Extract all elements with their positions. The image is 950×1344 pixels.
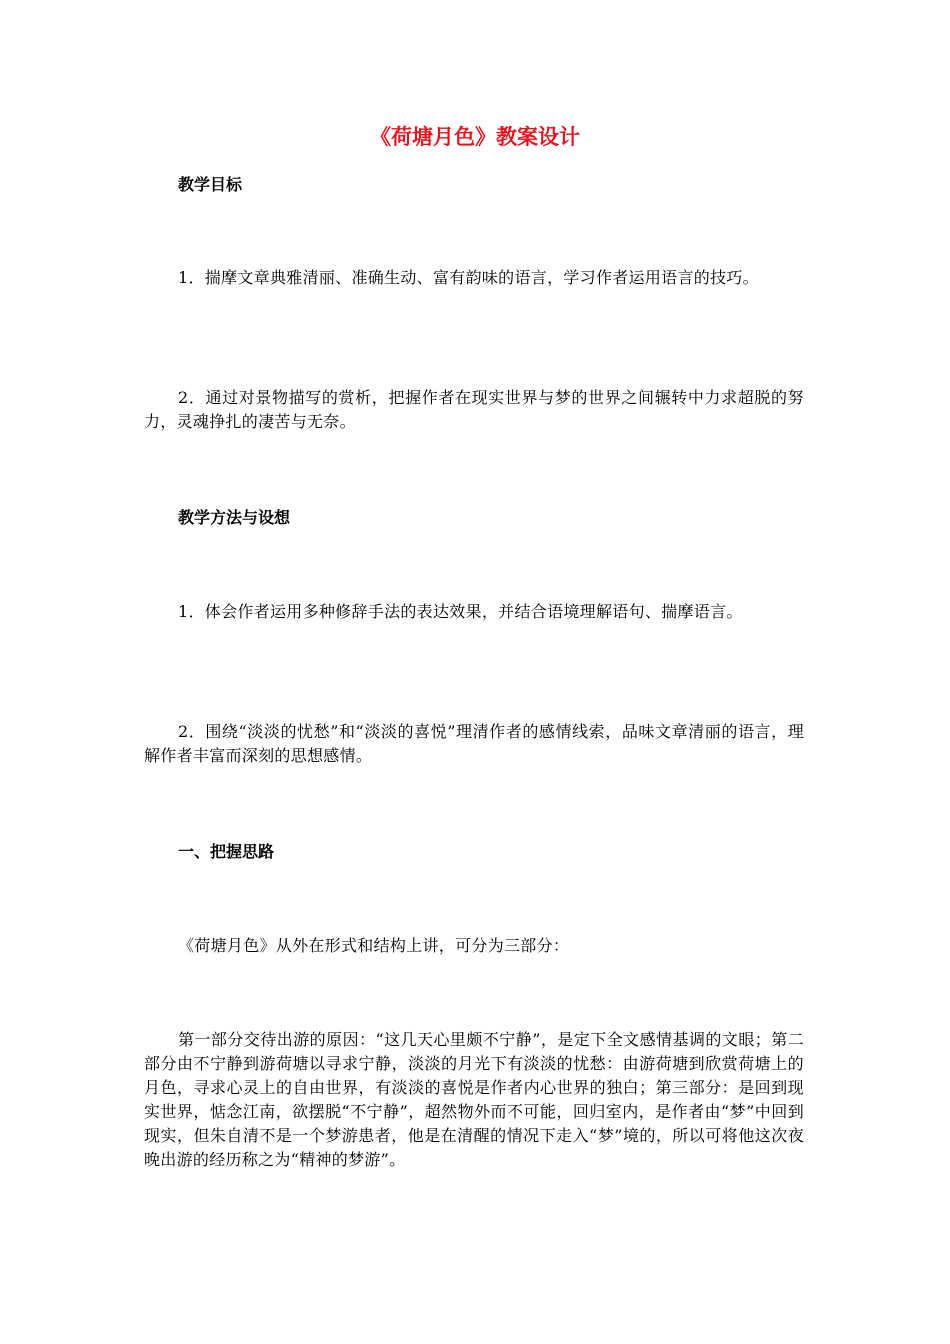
method-item-2: 2．围绕“淡淡的忧愁”和“淡淡的喜悦”理清作者的感情线索，品味文章清丽的语言，理解作者丰富而深刻的思想感情。 <box>144 722 804 765</box>
heading-teaching-methods: 教学方法与设想 <box>178 508 291 527</box>
document-title: 《荷塘月色》教案设计 <box>370 125 580 149</box>
outline-structure-paragraph: 第一部分交待出游的原因：“这几天心里颇不宁静”，是定下全文感情基调的文眼；第二部分由不宁静到游荷塘以寻求宁静，淡淡的月光下有淡淡的忧愁：由游荷塘到欣赏荷塘上的月色，寻求心灵上的自由世界，有淡淡的喜悦是作者内心世界的独白；第三部分：是回到现实世界，惦念江南，欲摆脱“不宁静”，超然物外而不可能，回归室内，是作者由“梦”中回到现实，但朱自清不是一个梦游患者，他是在清醒的情况下走入“梦”境的，所以可将他这次夜晚出游的经历称之为“精神的梦游”。 <box>144 1030 804 1169</box>
heading-grasp-outline: 一、把握思路 <box>178 842 275 861</box>
method-item-1: 1．体会作者运用多种修辞手法的表达效果，并结合语境理解语句、揣摩语言。 <box>178 602 743 621</box>
goal-item-1: 1．揣摩文章典雅清丽、准确生动、富有韵味的语言，学习作者运用语言的技巧。 <box>178 268 759 287</box>
goal-item-2: 2．通过对景物描写的赏析，把握作者在现实世界与梦的世界之间辗转中力求超脱的努力，灵魂挣扎的凄苦与无奈。 <box>144 388 804 431</box>
heading-teaching-goals: 教学目标 <box>178 175 243 194</box>
outline-intro-paragraph: 《荷塘月色》从外在形式和结构上讲，可分为三部分： <box>178 936 570 955</box>
